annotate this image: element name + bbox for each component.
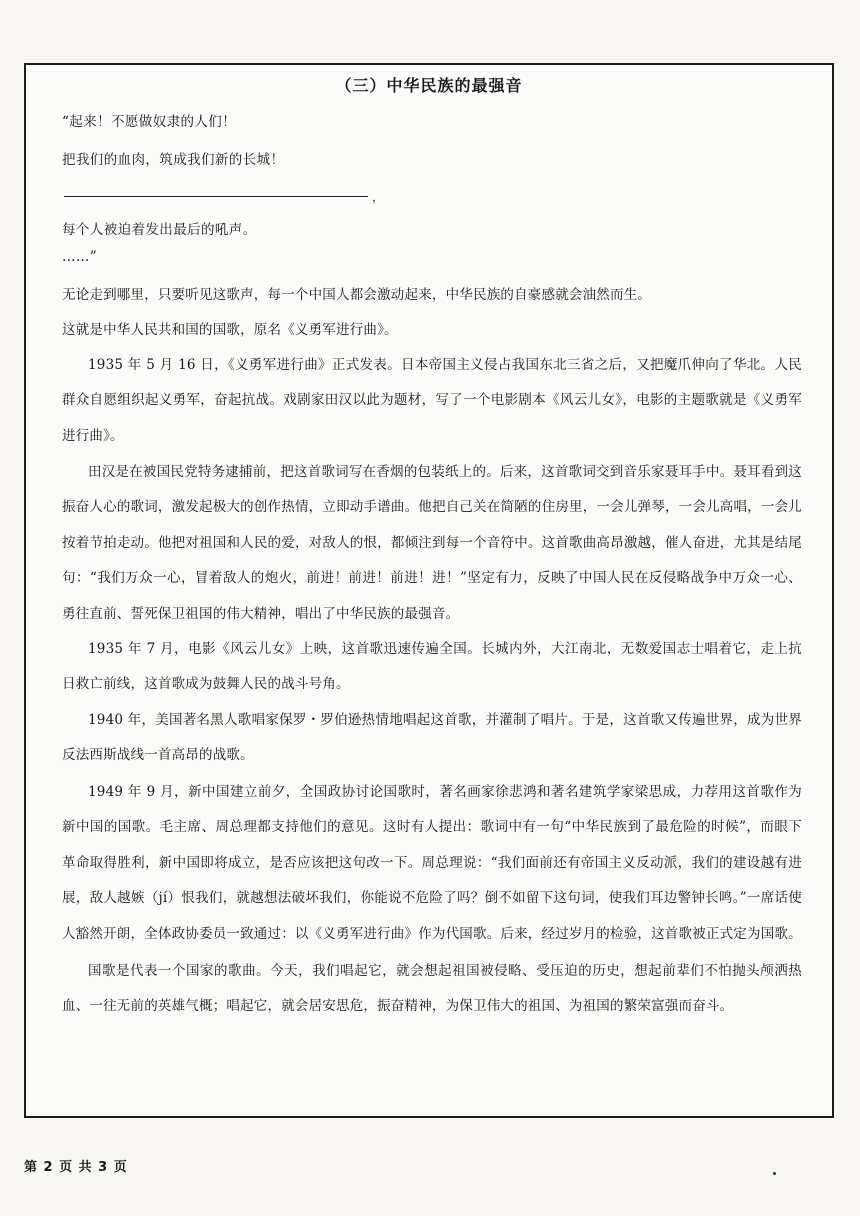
paragraph-4: 田汉是在被国民党特务逮捕前，把这首歌词写在香烟的包装纸上的。后来，这首歌词交到音乐家聂耳手中。聂耳看到这振奋人心的歌词，激发起极大的创作热情，立即动手谱曲。他把自己关在简陋的住房里，一会儿弹琴，一会儿高唱，一会儿按着节拍走动。他把对祖国和人民的爱，对敌人的恨，都倾注到每一个音符中。这首歌曲高昂激越，催人奋进，尤其是结尾句：“我们万众一心，冒着敌人的炮火，前进！前进！前进！进！”坚定有力，反映了中国人民在反侵略战争中万众一心、勇往直前、誓死保卫祖国的伟大精神，唱出了中华民族的最强音。 [62, 464, 802, 622]
paragraph-8: 国歌是代表一个国家的歌曲。今天，我们唱起它，就会想起祖国被侵略、受压迫的历史，想起前辈们不怕抛头颅洒热血、一往无前的英雄气概；唱起它，就会居安思危，振奋精神，为保卫伟大的祖国、为祖国的繁荣富强而奋斗。 [62, 963, 802, 1015]
anthem-line-1: “起来！不愿做奴隶的人们！ [62, 114, 237, 130]
paragraph-1: 无论走到哪里，只要听见这歌声，每一个中国人都会激动起来，中华民族的自豪感就会油然而生。 [62, 287, 652, 303]
anthem-line-2: 把我们的血肉，筑成我们新的长城！ [62, 152, 285, 168]
scan-speck [773, 1172, 776, 1175]
fill-in-blank-comma: ， [372, 190, 385, 204]
paragraph-7: 1949 年 9 月，新中国建立前夕，全国政协讨论国歌时，著名画家徐悲鸿和著名建筑学家梁思成，力荐用这首歌作为新中国的国歌。毛主席、周总理都支持他们的意见。这时有人提出：歌词中有一句“中华民族到了最危险的时候”，而眼下革命取得胜利，新中国即将成立，是否应该把这句改一下。周总理说：“我们面前还有帝国主义反动派，我们的建设越有进展，敌人越嫉（jí）恨我们，就越想法破坏我们，你能说不危险了吗？倒不如留下这句词，使我们耳边警钟长鸣。”一席话使人豁然开朗，全体政协委员一致通过：以《义勇军进行曲》作为代国歌。后来，经过岁月的检验，这首歌被正式定为国歌。 [62, 784, 802, 942]
article-title: （三）中华民族的最强音 [335, 76, 523, 95]
paragraph-2: 这就是中华人民共和国的国歌，原名《义勇军进行曲》。 [62, 322, 398, 338]
anthem-line-4: ……” [62, 249, 98, 265]
article-frame [24, 63, 834, 1118]
paragraph-5: 1935 年 7 月，电影《风云儿女》上映，这首歌迅速传遍全国。长城内外，大江南北，无数爱国志士唱着它，走上抗日救亡前线，这首歌成为鼓舞人民的战斗号角。 [62, 641, 802, 693]
paragraph-6: 1940 年，美国著名黑人歌唱家保罗・罗伯逊热情地唱起这首歌，并灌制了唱片。于是，这首歌又传遍世界，成为世界反法西斯战线一首高昂的战歌。 [62, 712, 802, 764]
page-number: 第 2 页 共 3 页 [24, 1160, 128, 1175]
fill-in-blank[interactable] [64, 196, 368, 197]
anthem-line-3: 每个人被迫着发出最后的吼声。 [62, 222, 257, 238]
paragraph-3: 1935 年 5 月 16 日，《义勇军进行曲》正式发表。日本帝国主义侵占我国东北三省之后，又把魔爪伸向了华北。人民群众自愿组织起义勇军，奋起抗战。戏剧家田汉以此为题材，写了一个电影剧本《风云儿女》，电影的主题歌就是《义勇军进行曲》。 [62, 357, 802, 444]
